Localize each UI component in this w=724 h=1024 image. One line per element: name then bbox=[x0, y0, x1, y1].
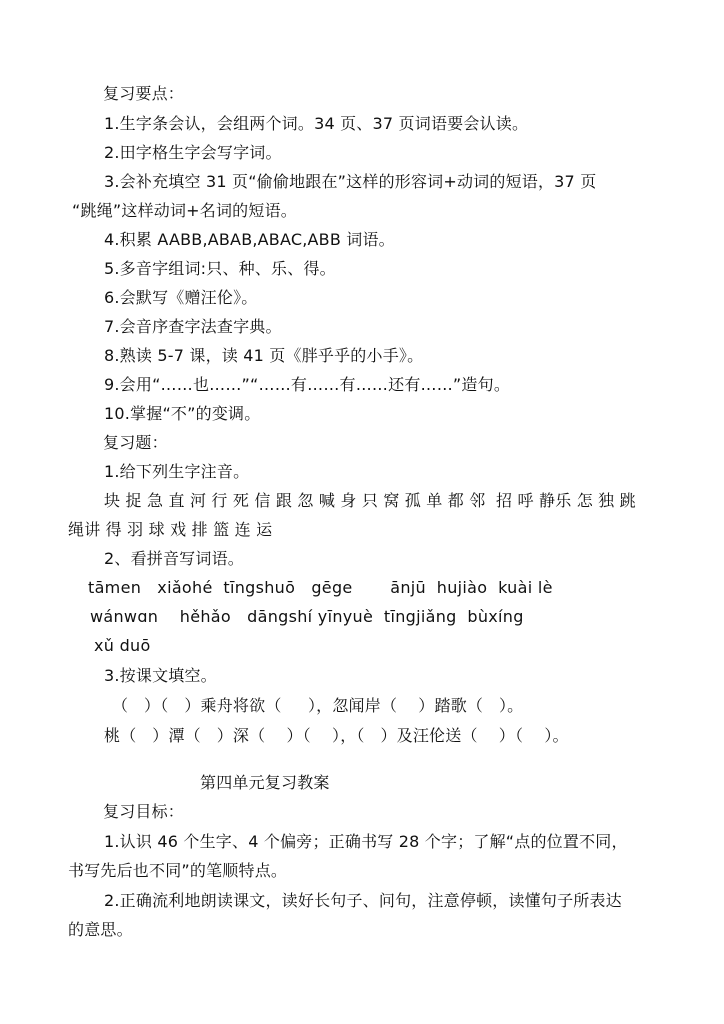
review-point-1: 1.生字条会认，会组两个词。34 页、37 页词语要会认读。 bbox=[104, 114, 529, 133]
poem-fill-line-2: 桃（ ）潭（ ）深（ ）（ ），（ ）及汪伦送（ ）（ ）。 bbox=[104, 726, 569, 745]
review-point-8: 8.熟读 5-7 课，读 41 页《胖乎乎的小手》。 bbox=[104, 346, 424, 365]
review-point-3-cont: “跳绳”这样动词+名词的短语。 bbox=[72, 201, 297, 220]
review-goal-1: 1.认识 46 个生字、4 个偏旁；正确书写 28 个字；了解“点的位置不同， bbox=[104, 832, 628, 851]
pinyin-row-3: xǔ duō bbox=[94, 636, 151, 655]
review-point-10: 10.掌握“不”的变调。 bbox=[104, 404, 261, 423]
pinyin-row-1: tāmen xiǎohé tīngshuō gēge ānjū hujiào kuài lè bbox=[88, 578, 553, 597]
review-point-4: 4.积累 AABB,ABAB,ABAC,ABB 词语。 bbox=[104, 230, 395, 249]
review-point-3: 3.会补充填空 31 页“偷偷地跟在”这样的形容词+动词的短语，37 页 bbox=[104, 172, 597, 191]
review-goal-2-cont: 的意思。 bbox=[68, 920, 133, 939]
review-point-2: 2.田字格生字会写字词。 bbox=[104, 143, 282, 162]
question-2-title: 2、看拼音写词语。 bbox=[104, 549, 244, 568]
pinyin-row-2: wánwɑn hěhǎo dāngshí yīnyuè tīngjiǎng bùxíng bbox=[90, 607, 524, 626]
review-point-5: 5.多音字组词:只、种、乐、得。 bbox=[104, 259, 336, 278]
unit-four-title: 第四单元复习教案 bbox=[200, 773, 330, 792]
question-3-title: 3.按课文填空。 bbox=[104, 666, 217, 685]
review-goal-2: 2.正确流利地朗读课文，读好长句子、问句，注意停顿，读懂句子所表达 bbox=[104, 891, 622, 910]
section-heading-review-questions: 复习题： bbox=[103, 433, 168, 452]
review-goal-1-cont: 书写先后也不同”的笔顺特点。 bbox=[68, 861, 288, 880]
review-point-7: 7.会音序查字法查字典。 bbox=[104, 317, 282, 336]
section-heading-review-points: 复习要点： bbox=[103, 84, 185, 103]
question-1-title: 1.给下列生字注音。 bbox=[104, 462, 250, 481]
section-heading-review-goals: 复习目标： bbox=[103, 802, 185, 821]
poem-fill-line-1: （ ）（ ）乘舟将欲（ ），忽闻岸（ ）踏歌（ ）。 bbox=[112, 696, 524, 715]
review-point-6: 6.会默写《赠汪伦》。 bbox=[104, 288, 258, 307]
question-1-characters-cont: 绳讲 得 羽 球 戏 排 篮 连 运 bbox=[68, 520, 273, 539]
review-point-9: 9.会用“……也……”“……有……有……还有……”造句。 bbox=[104, 375, 511, 394]
question-1-characters: 块 捉 急 直 河 行 死 信 跟 忽 喊 身 只 窝 孤 单 都 邻 招 呼 静乐 怎 独 跳 bbox=[104, 491, 636, 510]
